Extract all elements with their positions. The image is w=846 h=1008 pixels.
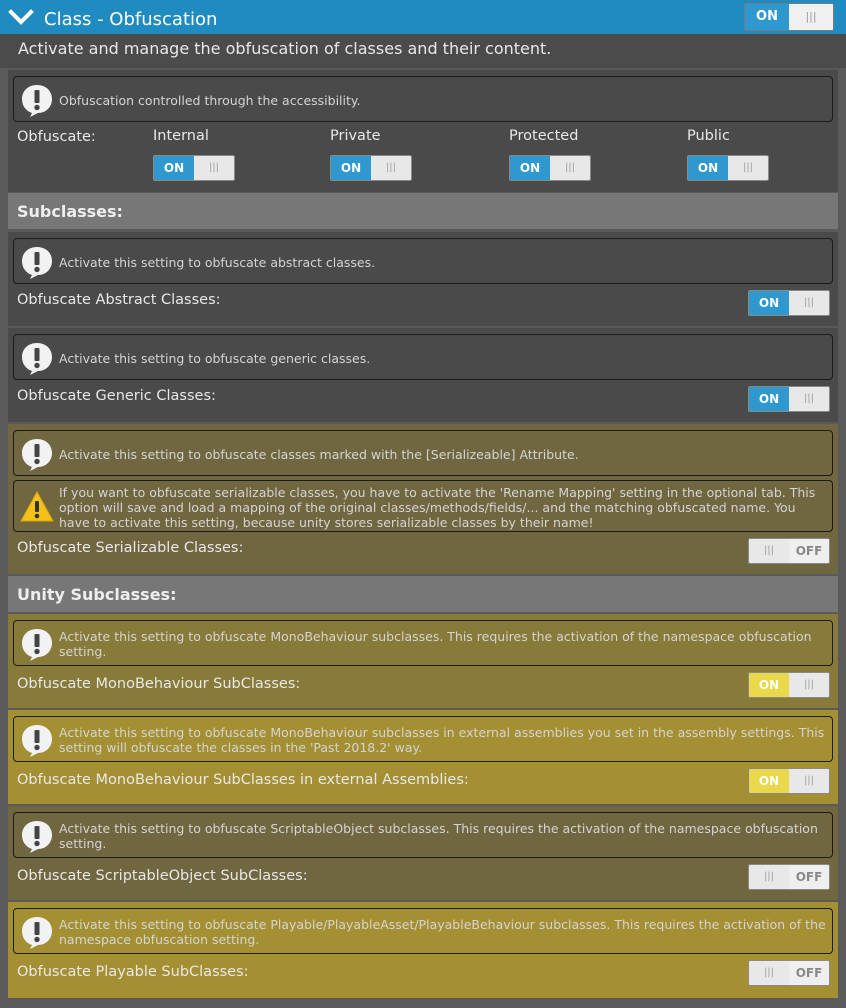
toggle-knob: ||| [749, 961, 789, 985]
info-text: Activate this setting to obfuscate MonoBehaviour subclasses in external assemblies you set in the assembly settings. This setting will obfuscate the classes in the 'Past 2018.2' way. [59, 725, 825, 755]
info-exclamation-icon [20, 437, 54, 471]
obfuscate-label: Obfuscate: [17, 129, 96, 145]
toggle-knob: ||| [194, 156, 234, 180]
subclasses-header-label: Subclasses: [17, 202, 123, 221]
toggle-on-label: ON [331, 156, 371, 180]
section-title: Class - Obfuscation [44, 9, 218, 30]
info-text: Activate this setting to obfuscate ScriptableObject subclasses. This requires the activation of the namespace obfuscation setting. [59, 821, 818, 851]
protected-toggle[interactable] [509, 155, 591, 181]
toggle-knob: ||| [371, 156, 411, 180]
toggle-knob: ||| [789, 291, 829, 315]
playable-block [8, 902, 838, 998]
serializable-classes-toggle[interactable] [748, 538, 830, 564]
toggle-on-label: ON [749, 387, 789, 411]
info-text: Activate this setting to obfuscate abstract classes. [59, 255, 376, 270]
info-text: Activate this setting to obfuscate MonoBehaviour subclasses. This requires the activation of the namespace obfuscation setting. [59, 629, 812, 659]
playable-label: Obfuscate Playable SubClasses: [17, 964, 249, 980]
column-label-internal: Internal [153, 128, 209, 144]
info-exclamation-icon [20, 915, 54, 949]
info-text: Activate this setting to obfuscate classes marked with the [Serializeable] Attribute. [59, 447, 579, 462]
serializable-classes-block [8, 424, 838, 574]
info-exclamation-icon [20, 83, 54, 117]
unity-subclasses-header-label: Unity Subclasses: [17, 585, 177, 604]
toggle-on-label: ON [154, 156, 194, 180]
info-exclamation-icon [20, 723, 54, 757]
toggle-knob: ||| [789, 387, 829, 411]
monobehaviour-external-label: Obfuscate MonoBehaviour SubClasses in external Assemblies: [17, 772, 469, 788]
monobehaviour-external-toggle[interactable] [748, 768, 830, 794]
info-exclamation-icon [20, 245, 54, 279]
scriptableobject-block [8, 806, 838, 900]
info-box [13, 908, 833, 954]
toggle-on-label: ON [749, 291, 789, 315]
column-label-public: Public [687, 128, 730, 144]
toggle-on-label: ON [749, 769, 789, 793]
info-text: Activate this setting to obfuscate Playable/PlayableAsset/PlayableBehaviour subclasses. This requires the activation of the namespace obfuscation setting. [59, 917, 826, 947]
toggle-on-label: ON [688, 156, 728, 180]
warning-text: If you want to obfuscate serializable classes, you have to activate the 'Rename Mapping' setting in the optional tab. This option will save and load a mapping of the original classes/methods/fields/... and the matching obfuscated name. You have to activate this setting, because unity stores serializable classes by their name! [59, 485, 816, 530]
abstract-classes-label: Obfuscate Abstract Classes: [17, 292, 221, 308]
toggle-on-label: ON [745, 4, 789, 30]
info-box [13, 334, 833, 380]
info-box [13, 620, 833, 666]
description-bar [0, 34, 846, 68]
foldout-header[interactable] [0, 0, 846, 34]
toggle-on-label: ON [510, 156, 550, 180]
class-obfuscation-toggle[interactable] [744, 3, 834, 31]
monobehaviour-external-block [8, 710, 838, 804]
toggle-knob: ||| [749, 539, 789, 563]
info-box [13, 716, 833, 762]
toggle-knob: ||| [749, 865, 789, 889]
private-toggle[interactable] [330, 155, 412, 181]
scriptableobject-toggle[interactable] [748, 864, 830, 890]
abstract-classes-block [8, 232, 838, 326]
scriptableobject-label: Obfuscate ScriptableObject SubClasses: [17, 868, 308, 884]
info-text: Activate this setting to obfuscate generic classes. [59, 351, 371, 366]
toggle-off-label: OFF [789, 865, 829, 889]
monobehaviour-label: Obfuscate MonoBehaviour SubClasses: [17, 676, 301, 692]
info-box [13, 430, 833, 476]
monobehaviour-toggle[interactable] [748, 672, 830, 698]
toggle-knob: ||| [789, 4, 833, 30]
info-exclamation-icon [20, 341, 54, 375]
toggle-off-label: OFF [789, 539, 829, 563]
subclasses-header [8, 193, 838, 229]
toggle-on-label: ON [749, 673, 789, 697]
generic-classes-label: Obfuscate Generic Classes: [17, 388, 216, 404]
generic-classes-toggle[interactable] [748, 386, 830, 412]
warning-triangle-icon [20, 490, 54, 524]
generic-classes-block [8, 328, 838, 422]
abstract-classes-toggle[interactable] [748, 290, 830, 316]
column-label-private: Private [330, 128, 381, 144]
info-box [13, 812, 833, 858]
info-box [13, 238, 833, 284]
public-toggle[interactable] [687, 155, 769, 181]
info-exclamation-icon [20, 819, 54, 853]
info-box [13, 76, 833, 122]
section-description: Activate and manage the obfuscation of classes and their content. [18, 39, 552, 58]
warning-box [13, 480, 833, 532]
toggle-knob: ||| [789, 769, 829, 793]
chevron-down-icon[interactable] [8, 8, 34, 26]
info-exclamation-icon [20, 627, 54, 661]
column-label-protected: Protected [509, 128, 579, 144]
serializable-classes-label: Obfuscate Serializable Classes: [17, 540, 244, 556]
accessibility-block [8, 70, 838, 192]
internal-toggle[interactable] [153, 155, 235, 181]
toggle-off-label: OFF [789, 961, 829, 985]
toggle-knob: ||| [728, 156, 768, 180]
toggle-knob: ||| [789, 673, 829, 697]
unity-subclasses-header [8, 576, 838, 612]
toggle-knob: ||| [550, 156, 590, 180]
info-text: Obfuscation controlled through the accessibility. [59, 93, 361, 108]
playable-toggle[interactable] [748, 960, 830, 986]
monobehaviour-block [8, 614, 838, 708]
